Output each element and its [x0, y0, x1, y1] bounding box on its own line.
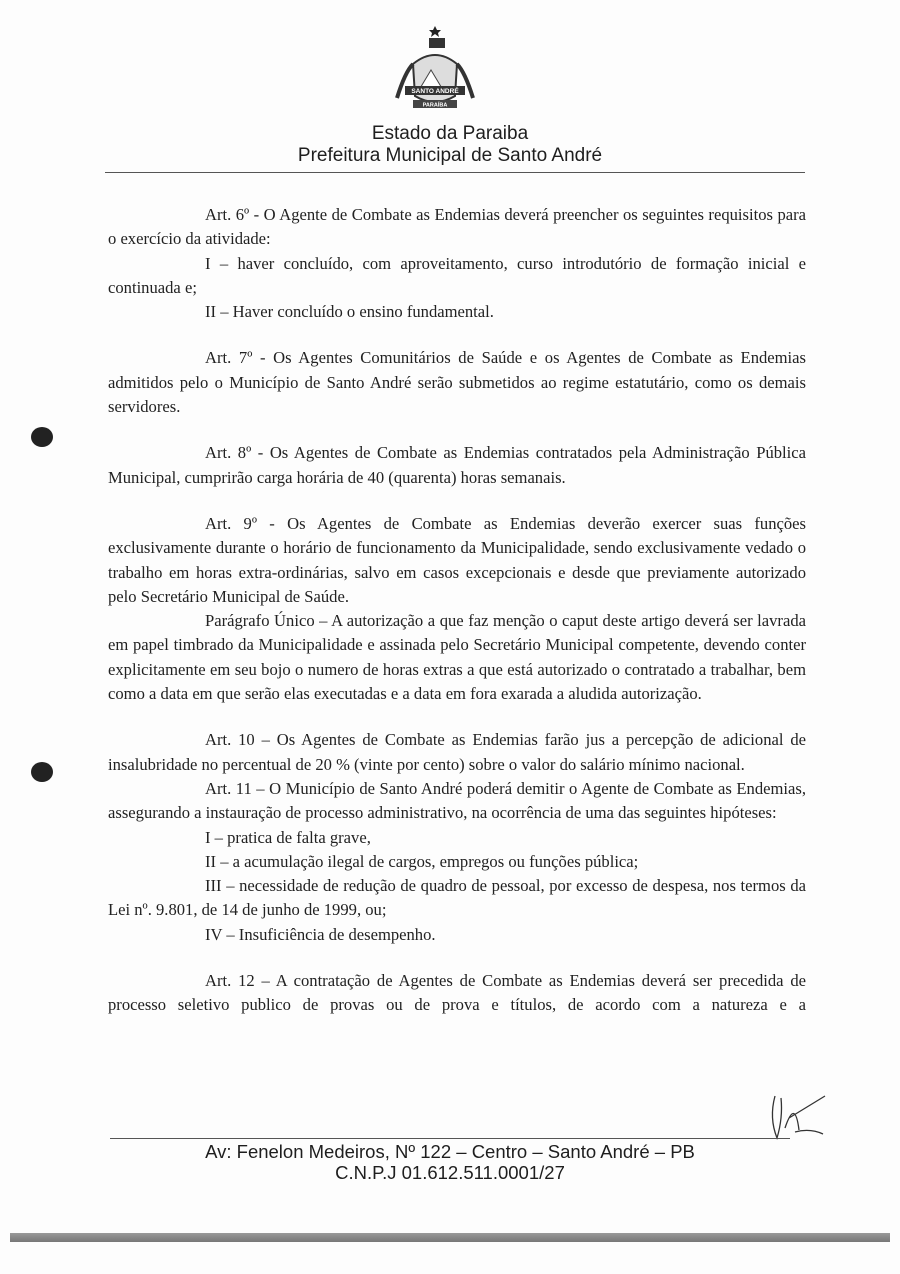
- article-8: Art. 8º - Os Agentes de Combate as Endemias contratados pela Administração Pública Municipal, cumprirão carga horária de 40 (quarenta) horas semanais.: [108, 443, 806, 487]
- article-11-item-ii: II – a acumulação ilegal de cargos, empregos ou funções pública;: [205, 851, 639, 871]
- article-11-item-iii: III – necessidade de redução de quadro de pessoal, por excesso de despesa, nos termos da Lei nº. 9.801, de 14 de junho de 1999, ou;: [108, 876, 806, 920]
- header-divider: [105, 172, 805, 173]
- article-6-item-i: I – haver concluído, com aproveitamento, curso introdutório de formação inicial e continuada e;: [108, 253, 806, 297]
- punch-hole: [31, 762, 53, 782]
- footer-address: Av: Fenelon Medeiros, Nº 122 – Centro – Santo André – PB: [205, 1141, 695, 1162]
- article-11-item-iv: IV – Insuficiência de desempenho.: [205, 924, 436, 944]
- article-11-item-i: I – pratica de falta grave,: [205, 827, 371, 847]
- article-7: Art. 7º - Os Agentes Comunitários de Saúde e os Agentes de Combate as Endemias admitidos pelo o Município de Santo André serão submetidos ao regime estatutário, como os demais servidores.: [108, 348, 806, 417]
- svg-text:SANTO ANDRÉ: SANTO ANDRÉ: [411, 88, 459, 95]
- svg-text:PARAÍBA: PARAÍBA: [422, 102, 448, 109]
- article-12: Art. 12 – A contratação de Agentes de Combate as Endemias deverá ser precedida de processo seletivo publico de provas ou de prova e títulos, de acordo com a natureza e a: [108, 971, 806, 1015]
- article-9: Art. 9º - Os Agentes de Combate as Endemias deverão exercer suas funções exclusivamente durante o horário de funcionamento da Municipalidade, sendo exclusivamente vedado o trabalho em horas extra-ordinárias, salvo em casos excepcionais e desde que previamente autorizado pelo Secretário Municipal de Saúde.: [108, 513, 806, 606]
- article-6-item-ii: II – Haver concluído o ensino fundamental.: [205, 302, 494, 322]
- article-9-sole-paragraph: Parágrafo Único – A autorização a que faz menção o caput deste artigo deverá ser lavrada em papel timbrado da Municipalidade e assinada pelo Secretário Municipal competente, devendo conter explicitamente em seu bojo o numero de horas extras a que está autorizado o contratado a trabalhar, bem como a data em que serão elas executadas e a data em fora exarada a aludida autorização.: [108, 611, 806, 704]
- signature-initials: [765, 1088, 835, 1148]
- article-10: Art. 10 – Os Agentes de Combate as Endemias farão jus a percepção de adicional de insalubridade no percentual de 20 % (vinte por cento) sobre o valor do salário mínimo nacional.: [108, 730, 806, 774]
- footer-divider: [110, 1138, 790, 1139]
- state-name: Estado da Paraiba: [371, 123, 529, 144]
- scan-edge-bar: [10, 1233, 890, 1242]
- article-11: Art. 11 – O Município de Santo André poderá demitir o Agente de Combate as Endemias, assegurando a instauração de processo administrativo, na ocorrência de uma das seguintes hipóteses:: [108, 778, 806, 823]
- prefecture-name: Prefeitura Municipal de Santo André: [297, 145, 603, 166]
- document-body: [108, 203, 806, 1018]
- footer-cnpj: C.N.P.J 01.612.511.0001/27: [335, 1162, 565, 1183]
- article-6: Art. 6º - O Agente de Combate as Endemias deverá preencher os seguintes requisitos para o exercício da atividade:: [108, 205, 806, 249]
- municipal-crest-logo: [385, 24, 485, 124]
- punch-hole: [31, 427, 53, 447]
